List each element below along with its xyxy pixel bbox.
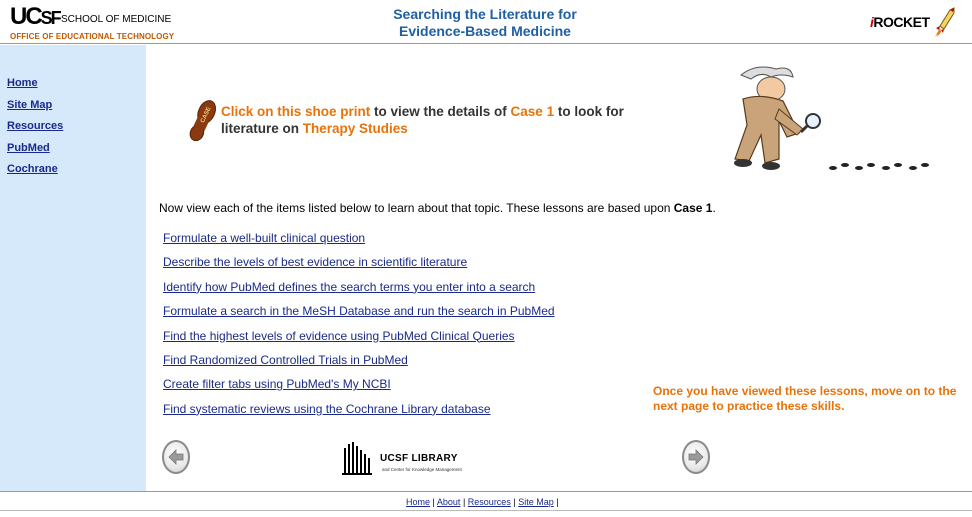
- shoe-print-icon[interactable]: [184, 97, 220, 147]
- library-building-icon: [342, 440, 374, 476]
- page-title: Searching the Literature for Evidence-Based Medicine: [393, 6, 577, 39]
- intro-text: Now view each of the items listed below to learn about that topic. These lessons are based upon Case 1.: [159, 201, 716, 215]
- shoe-print-link-text[interactable]: Click on this shoe print: [221, 104, 371, 119]
- sidebar-item-site-map: [7, 97, 146, 119]
- list-item: [163, 377, 555, 401]
- topic-name: Therapy Studies: [302, 121, 408, 136]
- library-name: UCSF LIBRARY: [380, 453, 458, 464]
- ucsf-logo-mark: UCSF: [10, 3, 60, 30]
- footer-link-resources[interactable]: Resources: [467, 497, 511, 507]
- lesson-link[interactable]: Identify how PubMed defines the search terms you enter into a search: [163, 279, 536, 294]
- list-item: [163, 329, 555, 353]
- sidebar: [0, 45, 146, 491]
- main-content: [146, 45, 972, 491]
- sidebar-link-home[interactable]: Home: [7, 77, 38, 89]
- case-name: Case 1: [510, 104, 555, 119]
- lesson-link[interactable]: Describe the levels of best evidence in scientific literature: [163, 255, 468, 270]
- list-item: [163, 280, 555, 304]
- sidebar-item-cochrane: [7, 161, 146, 183]
- lesson-link[interactable]: Formulate a well-built clinical question: [163, 231, 366, 245]
- lesson-list: [163, 231, 555, 426]
- list-item: [163, 402, 555, 426]
- school-of-medicine-label: SCHOOL OF MEDICINE: [61, 14, 172, 25]
- sidebar-item-resources: [7, 118, 146, 140]
- intro-case-name: Case 1: [673, 201, 713, 215]
- shoe-case-label: CASE: [200, 106, 213, 124]
- lesson-link[interactable]: Find systematic reviews using the Cochrane Library database: [163, 401, 491, 416]
- ucsf-logo[interactable]: [10, 3, 175, 44]
- back-button[interactable]: [162, 440, 190, 474]
- lesson-link[interactable]: Create filter tabs using PubMed's My NCBI: [163, 377, 391, 392]
- next-page-note: Once you have viewed these lessons, move on to the next page to practice these skills.: [653, 384, 957, 413]
- header: [0, 0, 972, 44]
- sidebar-link-site-map[interactable]: Site Map: [7, 98, 53, 111]
- list-item: [163, 353, 555, 377]
- irocket-logo[interactable]: [870, 6, 960, 38]
- sidebar-nav: [0, 45, 146, 183]
- footer: [0, 491, 972, 517]
- footer-link-about[interactable]: About: [436, 497, 461, 507]
- footer-link-home[interactable]: Home: [406, 497, 431, 507]
- footer-divider: [0, 510, 972, 511]
- next-button[interactable]: [682, 440, 710, 474]
- footer-link-site-map[interactable]: Site Map: [518, 497, 554, 507]
- lesson-link[interactable]: Find Randomized Controlled Trials in PubMed: [163, 352, 408, 367]
- arrow-left-icon: [166, 447, 186, 467]
- sidebar-item-home: [7, 75, 146, 97]
- library-subtitle: and Center for Knowledge Management: [382, 467, 462, 472]
- arrow-right-icon: [686, 447, 706, 467]
- sidebar-item-pubmed: [7, 140, 146, 162]
- case-instructions: Click on this shoe print to view the details of Case 1 to look for literature on Therapy Studies: [221, 104, 624, 136]
- sidebar-link-resources[interactable]: Resources: [7, 120, 64, 132]
- irocket-wordmark: iROCKET: [870, 14, 930, 30]
- footer-links: Home | About | Resources | Site Map |: [406, 497, 559, 507]
- lesson-link[interactable]: Find the highest levels of evidence using PubMed Clinical Queries: [163, 328, 515, 343]
- list-item: [163, 304, 555, 328]
- sidebar-link-pubmed[interactable]: PubMed: [7, 141, 50, 154]
- list-item: [163, 255, 555, 279]
- list-item: [163, 231, 555, 255]
- rocket-icon: [932, 6, 958, 38]
- office-label: OFFICE OF EDUCATIONAL TECHNOLOGY: [10, 32, 175, 41]
- detective-illustration: [721, 63, 936, 178]
- lesson-link[interactable]: Formulate a search in the MeSH Database and run the search in PubMed: [163, 304, 555, 319]
- sidebar-link-cochrane[interactable]: Cochrane: [7, 163, 58, 175]
- ucsf-library-logo[interactable]: [342, 438, 472, 478]
